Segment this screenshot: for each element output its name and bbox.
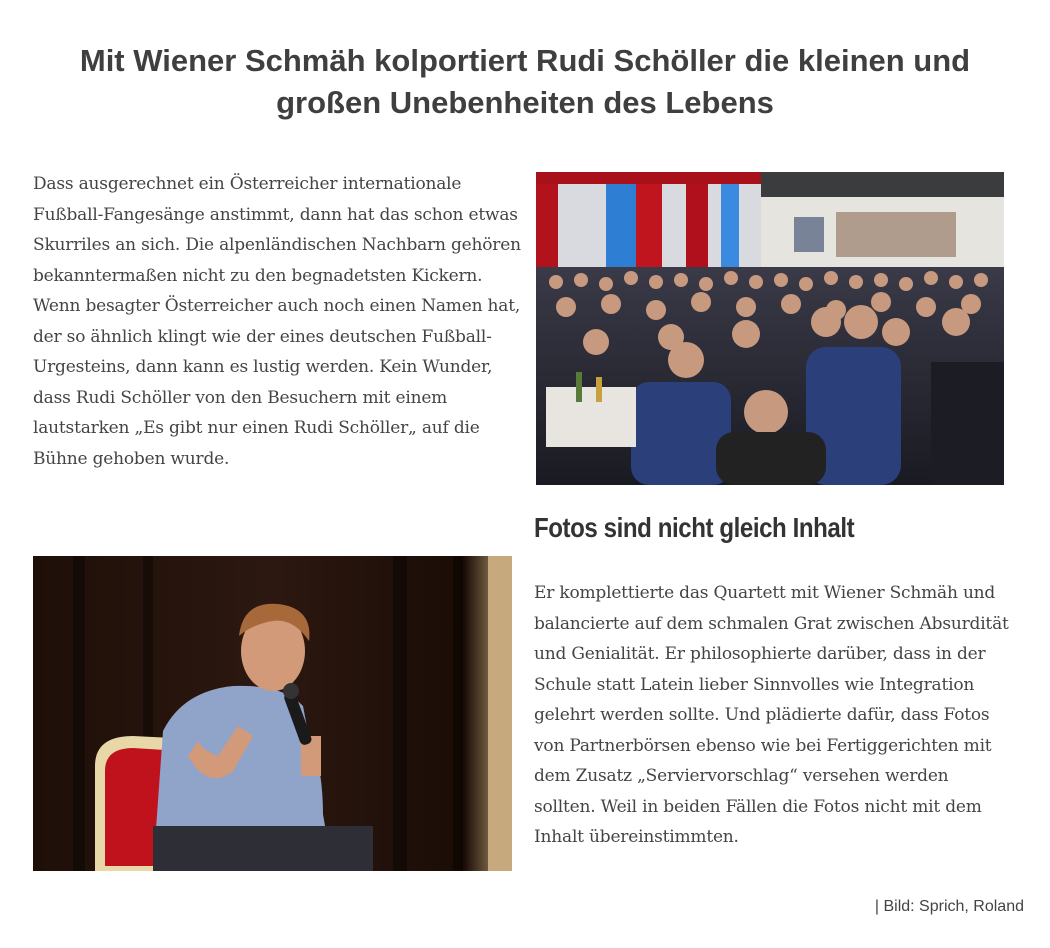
body-paragraph: Er komplettierte das Quartett mit Wiener Schmäh und balancierte auf dem schmalen Grat zwischen Absurdität und Genialität. Er philosophierte darüber, dass in der Schule statt Latein lieber Sinnvolles wie Integration gelehrt werden sollte. Und plädierte dafür, dass Fotos von Partnerbörsen ebenso wie bei Fertiggerichten mit dem Zusatz „Serviervorschlag“ versehen werden sollten. Weil in beiden Fällen die Fotos nicht mit dem Inhalt übereinstimmten. [534, 583, 1009, 847]
article-headline: Mit Wiener Schmäh kolportiert Rudi Schöller die kleinen und großen Unebenheiten des Lebens [79, 43, 971, 120]
section-subheading: Fotos sind nicht gleich Inhalt [534, 512, 855, 543]
intro-paragraph: Dass ausgerechnet ein Österreicher internationale Fußball-Fangesänge anstimmt, dann hat das schon etwas Skurriles an sich. Die alpenländischen Nachbarn gehören bekanntermaßen nicht zu den begnadetsten Kickern. Wenn besagter Österreicher auch noch einen Namen hat, der so ähnlich klingt wie der eines deutschen Fußball-Urgesteins, dann kann es lustig werden. Kein Wunder, dass Rudi Schöller von den Besuchern mit einem lautstarken „Es gibt nur einen Rudi Schöller„ auf die Bühne gehoben wurde. [33, 174, 521, 469]
audience-photo [536, 172, 1004, 485]
performer-photo [33, 556, 512, 871]
photo-credit: | Bild: Sprich, Roland [874, 898, 1024, 915]
